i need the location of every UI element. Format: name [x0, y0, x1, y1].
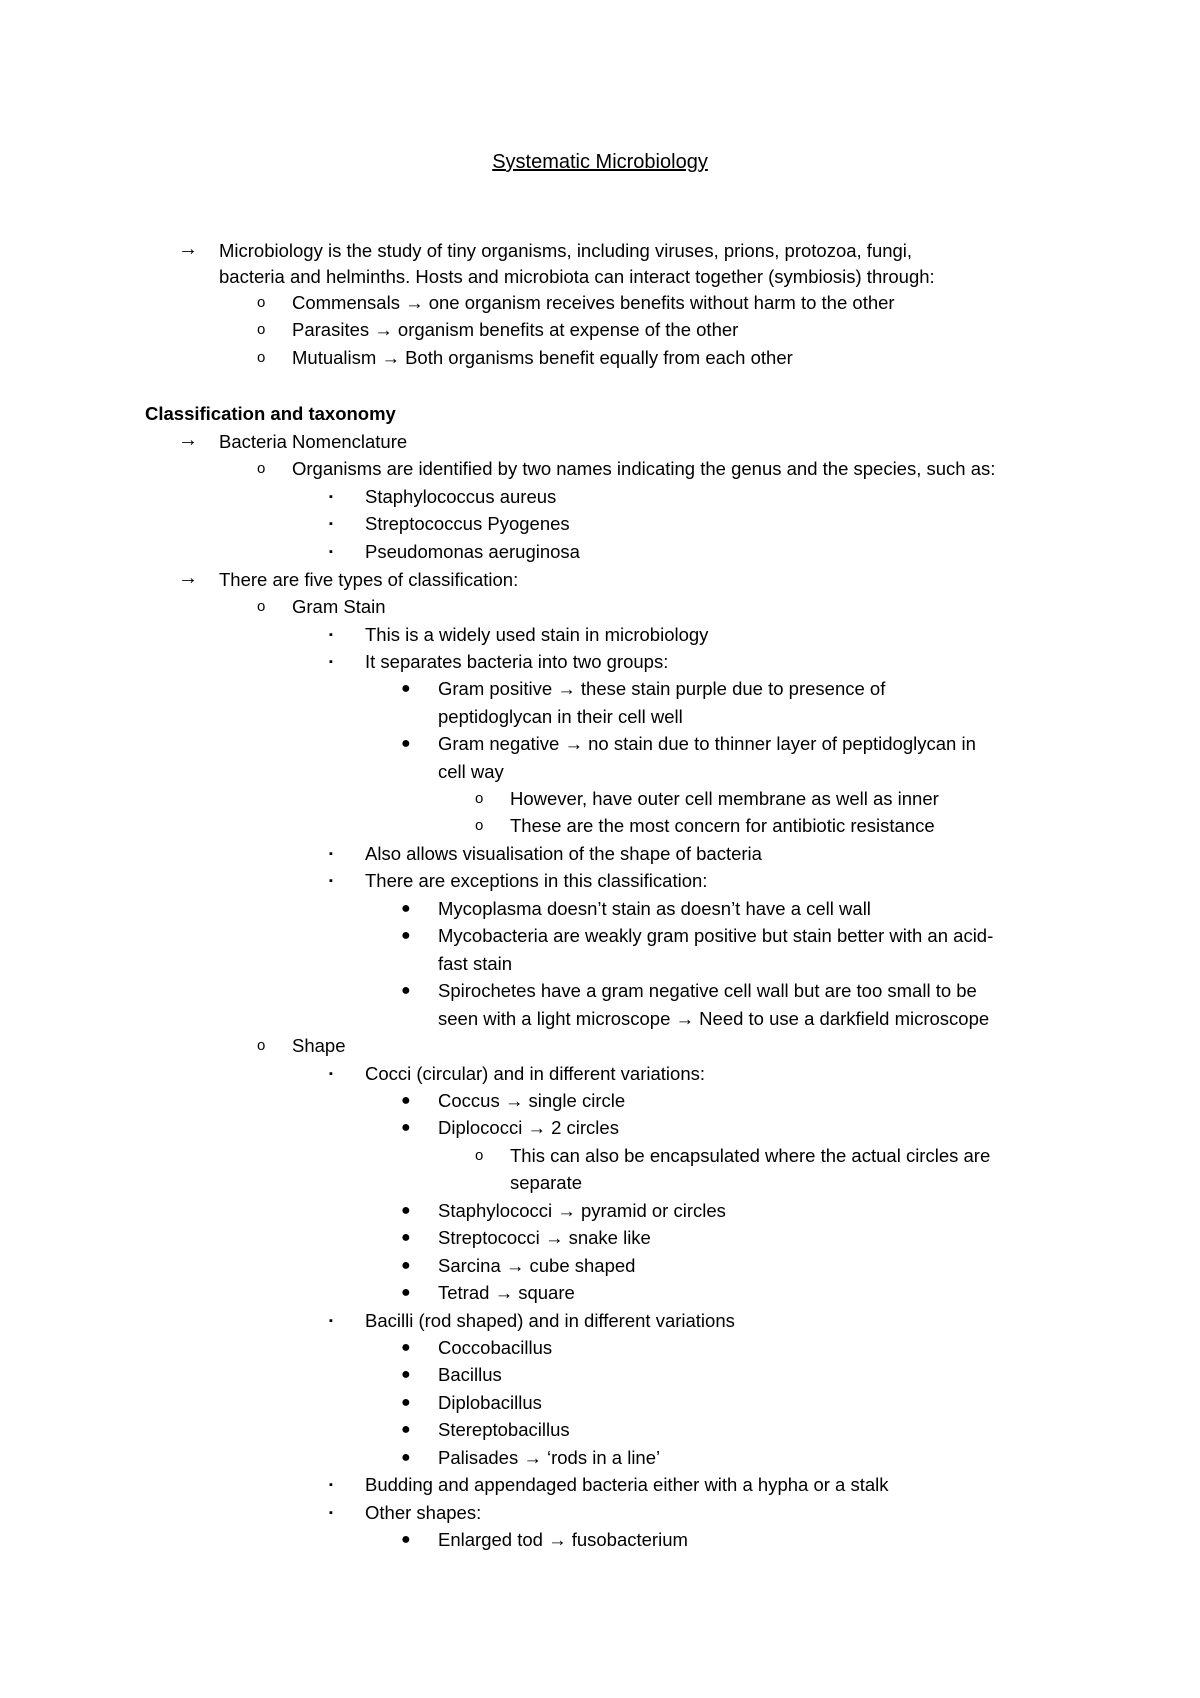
list-item: Budding and appendaged bacteria either with a hypha or a stalk: [365, 1474, 889, 1495]
list-item: Mycoplasma doesn’t stain as doesn’t have a cell wall: [438, 898, 871, 919]
square-bullet-icon: ▪: [329, 656, 333, 668]
list-item: Diplobacillus: [438, 1392, 542, 1413]
bullet-icon: ●: [401, 1284, 411, 1301]
circle-bullet-icon: o: [475, 790, 484, 807]
bullet-icon: ●: [401, 982, 411, 999]
circle-bullet-icon: o: [257, 1037, 266, 1054]
bullet-icon: ●: [401, 1202, 411, 1219]
square-bullet-icon: ▪: [329, 1068, 333, 1080]
list-item: There are exceptions in this classification:: [365, 870, 708, 891]
square-bullet-icon: ▪: [329, 546, 333, 558]
list-item-continuation: fast stain: [438, 953, 513, 974]
circle-bullet-icon: o: [257, 321, 266, 338]
list-item: It separates bacteria into two groups:: [365, 651, 669, 672]
square-bullet-icon: ▪: [329, 848, 333, 860]
bullet-icon: ●: [401, 1366, 411, 1383]
list-item-example: Streptococcus Pyogenes: [365, 513, 570, 534]
bullet-icon: ●: [401, 1449, 411, 1466]
bullet-icon: ●: [401, 1531, 411, 1548]
circle-bullet-icon: o: [257, 349, 266, 366]
list-item: Sarcina → cube shaped: [438, 1255, 636, 1276]
square-bullet-icon: ▪: [329, 518, 333, 530]
square-bullet-icon: ▪: [329, 1315, 333, 1327]
list-item-parasites: Parasites → organism benefits at expense of the other: [292, 319, 739, 340]
list-item: Coccobacillus: [438, 1337, 553, 1358]
list-item-names-intro: Organisms are identified by two names indicating the genus and the species, such as:: [292, 458, 996, 479]
list-item: Bacillus: [438, 1364, 502, 1385]
list-item-continuation: cell way: [438, 761, 504, 782]
intro-line-2: bacteria and helminths. Hosts and microbiota can interact together (symbiosis) through:: [219, 266, 935, 287]
circle-bullet-icon: o: [257, 598, 266, 615]
list-item-continuation: seen with a light microscope → Need to use a darkfield microscope: [438, 1008, 990, 1029]
list-item: This is a widely used stain in microbiology: [365, 624, 709, 645]
list-item: Spirochetes have a gram negative cell wall but are too small to be: [438, 980, 977, 1001]
list-item: However, have outer cell membrane as well as inner: [510, 788, 939, 809]
circle-bullet-icon: o: [475, 817, 484, 834]
list-item: This can also be encapsulated where the actual circles are: [510, 1145, 991, 1166]
list-item-types-intro: There are five types of classification:: [219, 569, 519, 590]
list-item-gram-positive: Gram positive → these stain purple due to presence of: [438, 678, 886, 699]
arrow-icon: →: [178, 238, 198, 260]
square-bullet-icon: ▪: [329, 1507, 333, 1519]
list-item-continuation: peptidoglycan in their cell well: [438, 706, 683, 727]
list-item: Mycobacteria are weakly gram positive but stain better with an acid-: [438, 925, 994, 946]
list-item-example: Staphylococcus aureus: [365, 486, 557, 507]
list-item: Coccus → single circle: [438, 1090, 626, 1111]
bullet-icon: ●: [401, 1339, 411, 1356]
bullet-icon: ●: [401, 735, 411, 752]
square-bullet-icon: ▪: [329, 491, 333, 503]
list-item: These are the most concern for antibiotic resistance: [510, 815, 935, 836]
bullet-icon: ●: [401, 900, 411, 917]
list-item-gram-negative: Gram negative → no stain due to thinner layer of peptidoglycan in: [438, 733, 976, 754]
page-title: Systematic Microbiology: [492, 151, 708, 173]
list-item-mutualism: Mutualism → Both organisms benefit equally from each other: [292, 347, 793, 368]
bullet-icon: ●: [401, 927, 411, 944]
list-item: Tetrad → square: [438, 1282, 575, 1303]
list-item-example: Pseudomonas aeruginosa: [365, 541, 580, 562]
list-item-commensals: Commensals → one organism receives benefits without harm to the other: [292, 292, 895, 313]
list-item: Diplococci → 2 circles: [438, 1117, 619, 1138]
bullet-icon: ●: [401, 1257, 411, 1274]
list-item: Staphylococci → pyramid or circles: [438, 1200, 726, 1221]
arrow-icon: →: [178, 429, 198, 451]
list-item-nomenclature: Bacteria Nomenclature: [219, 431, 408, 452]
circle-bullet-icon: o: [257, 460, 266, 477]
list-item: Streptococci → snake like: [438, 1227, 651, 1248]
bullet-icon: ●: [401, 1119, 411, 1136]
list-item: Other shapes:: [365, 1502, 482, 1523]
list-item: Enlarged tod → fusobacterium: [438, 1529, 688, 1550]
list-item: Cocci (circular) and in different variations:: [365, 1063, 705, 1084]
square-bullet-icon: ▪: [329, 875, 333, 887]
circle-bullet-icon: o: [257, 294, 266, 311]
bullet-icon: ●: [401, 1229, 411, 1246]
arrow-icon: →: [178, 567, 198, 589]
intro-line-1: Microbiology is the study of tiny organisms, including viruses, prions, protozoa, fungi,: [219, 240, 913, 261]
list-item: Also allows visualisation of the shape of bacteria: [365, 843, 762, 864]
square-bullet-icon: ▪: [329, 629, 333, 641]
list-item-gram-stain: Gram Stain: [292, 596, 386, 617]
list-item: Bacilli (rod shaped) and in different variations: [365, 1310, 735, 1331]
list-item-shape: Shape: [292, 1035, 346, 1056]
bullet-icon: ●: [401, 1421, 411, 1438]
list-item: Palisades → ‘rods in a line’: [438, 1447, 661, 1468]
bullet-icon: ●: [401, 1092, 411, 1109]
list-item: Stereptobacillus: [438, 1419, 570, 1440]
bullet-icon: ●: [401, 1394, 411, 1411]
circle-bullet-icon: o: [475, 1147, 484, 1164]
section-heading: Classification and taxonomy: [145, 403, 396, 424]
bullet-icon: ●: [401, 680, 411, 697]
list-item-continuation: separate: [510, 1172, 582, 1193]
square-bullet-icon: ▪: [329, 1479, 333, 1491]
